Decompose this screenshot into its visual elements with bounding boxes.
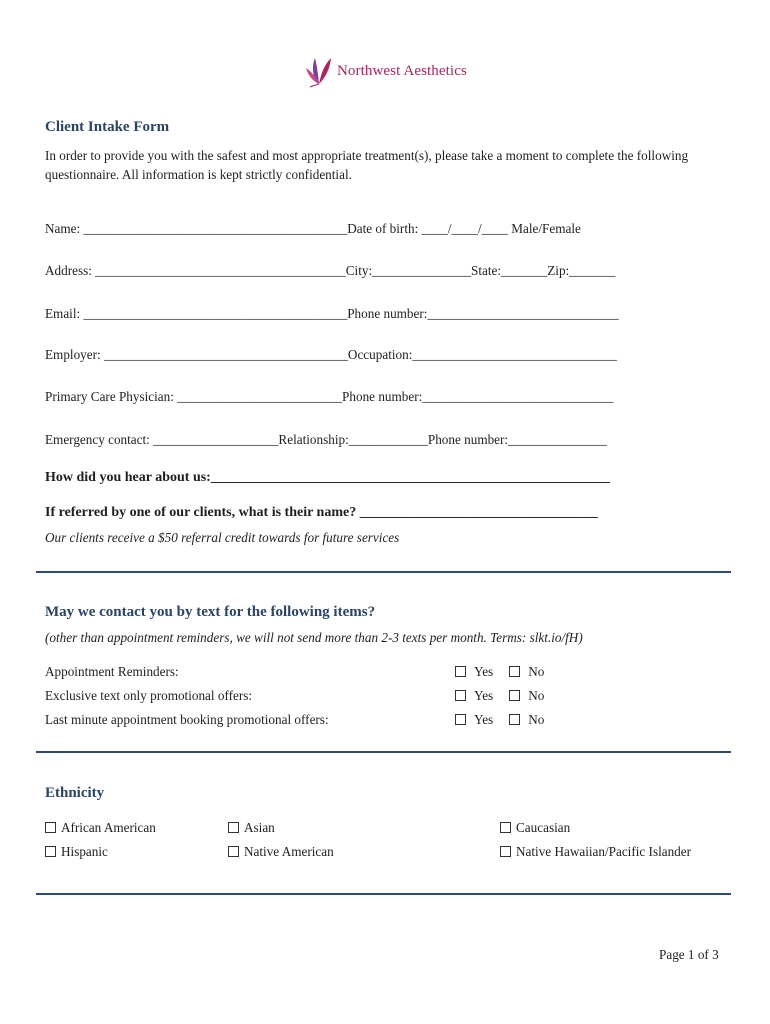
ethnicity-title: Ethnicity (45, 785, 105, 801)
emergency-contact-field-row[interactable]: Emergency contact: ___________________Relationship:____________Phone number:_______________ (45, 432, 607, 447)
yes-label: Yes (474, 688, 494, 703)
no-label: No (528, 664, 545, 679)
yes-checkbox[interactable] (455, 712, 501, 727)
intro-text: In order to provide you with the safest and most appropriate treatment(s), please take a moment to complete the following questionnaire. All information is kept strictly confidential. (45, 148, 689, 182)
option-label: Hispanic (61, 844, 108, 859)
option-label: Native Hawaiian/Pacific Islander (516, 844, 692, 859)
option-label: Caucasian (516, 820, 571, 835)
ethnicity-option[interactable] (45, 820, 156, 836)
yes-label: Yes (474, 712, 494, 727)
text-item-choices (455, 664, 560, 680)
ethnicity-option[interactable] (500, 844, 691, 860)
yes-label: Yes (474, 664, 494, 679)
brand-logo (304, 54, 467, 88)
section-divider (36, 751, 731, 753)
checkbox-icon (228, 822, 239, 833)
ethnicity-option[interactable] (228, 844, 334, 860)
no-label: No (528, 688, 545, 703)
checkbox-icon (509, 666, 520, 677)
text-consent-title: May we contact you by text for the following items? (45, 604, 376, 620)
no-label: No (528, 712, 545, 727)
brand-name: Northwest Aesthetics (337, 62, 467, 79)
ethnicity-option[interactable] (228, 820, 275, 836)
no-checkbox[interactable] (509, 688, 552, 703)
physician-phone-field-row[interactable]: Primary Care Physician: _________________________Phone number:_____________________________ (45, 389, 614, 404)
address-field-row[interactable]: Address: ______________________________________City:_______________State:_______Zip:_______ (45, 263, 616, 278)
checkbox-icon (500, 822, 511, 833)
ethnicity-option[interactable] (500, 820, 570, 836)
option-label: African American (61, 820, 156, 835)
text-item-choices (455, 688, 560, 704)
page-number: Page 1 of 3 (659, 947, 719, 962)
checkbox-icon (509, 714, 520, 725)
hear-about-us-field[interactable]: How did you hear about us:_________________________________________________________ (45, 470, 610, 485)
checkbox-icon (500, 846, 511, 857)
checkbox-icon (455, 666, 466, 677)
checkbox-icon (455, 690, 466, 701)
no-checkbox[interactable] (509, 712, 552, 727)
lotus-logo-icon (304, 54, 334, 88)
option-label: Native American (244, 844, 334, 859)
text-item-label: Last minute appointment booking promotional offers: (45, 712, 329, 727)
ethnicity-option[interactable] (45, 844, 108, 860)
checkbox-icon (509, 690, 520, 701)
yes-checkbox[interactable] (455, 688, 501, 703)
checkbox-icon (455, 714, 466, 725)
checkbox-icon (45, 822, 56, 833)
text-item-label: Exclusive text only promotional offers: (45, 688, 253, 703)
text-item-label: Appointment Reminders: (45, 664, 179, 679)
option-label: Asian (244, 820, 275, 835)
name-dob-field-row[interactable]: Name: ________________________________________Date of birth: ____/____/____ Male/Female (45, 221, 581, 236)
employer-occupation-field-row[interactable]: Employer: _____________________________________Occupation:_______________________________ (45, 347, 617, 362)
section-divider (36, 893, 731, 895)
referred-by-field[interactable]: If referred by one of our clients, what is their name? __________________________________ (45, 505, 598, 520)
no-checkbox[interactable] (509, 664, 552, 679)
email-phone-field-row[interactable]: Email: ________________________________________Phone number:_____________________________ (45, 306, 619, 321)
text-consent-note: (other than appointment reminders, we will not send more than 2-3 texts per month. Terms: slkt.io/fH) (45, 630, 583, 645)
form-title: Client Intake Form (45, 119, 170, 135)
section-divider (36, 571, 731, 573)
text-item-choices (455, 712, 560, 728)
checkbox-icon (45, 846, 56, 857)
yes-checkbox[interactable] (455, 664, 501, 679)
checkbox-icon (228, 846, 239, 857)
referral-credit-note: Our clients receive a $50 referral credit towards for future services (45, 530, 400, 545)
